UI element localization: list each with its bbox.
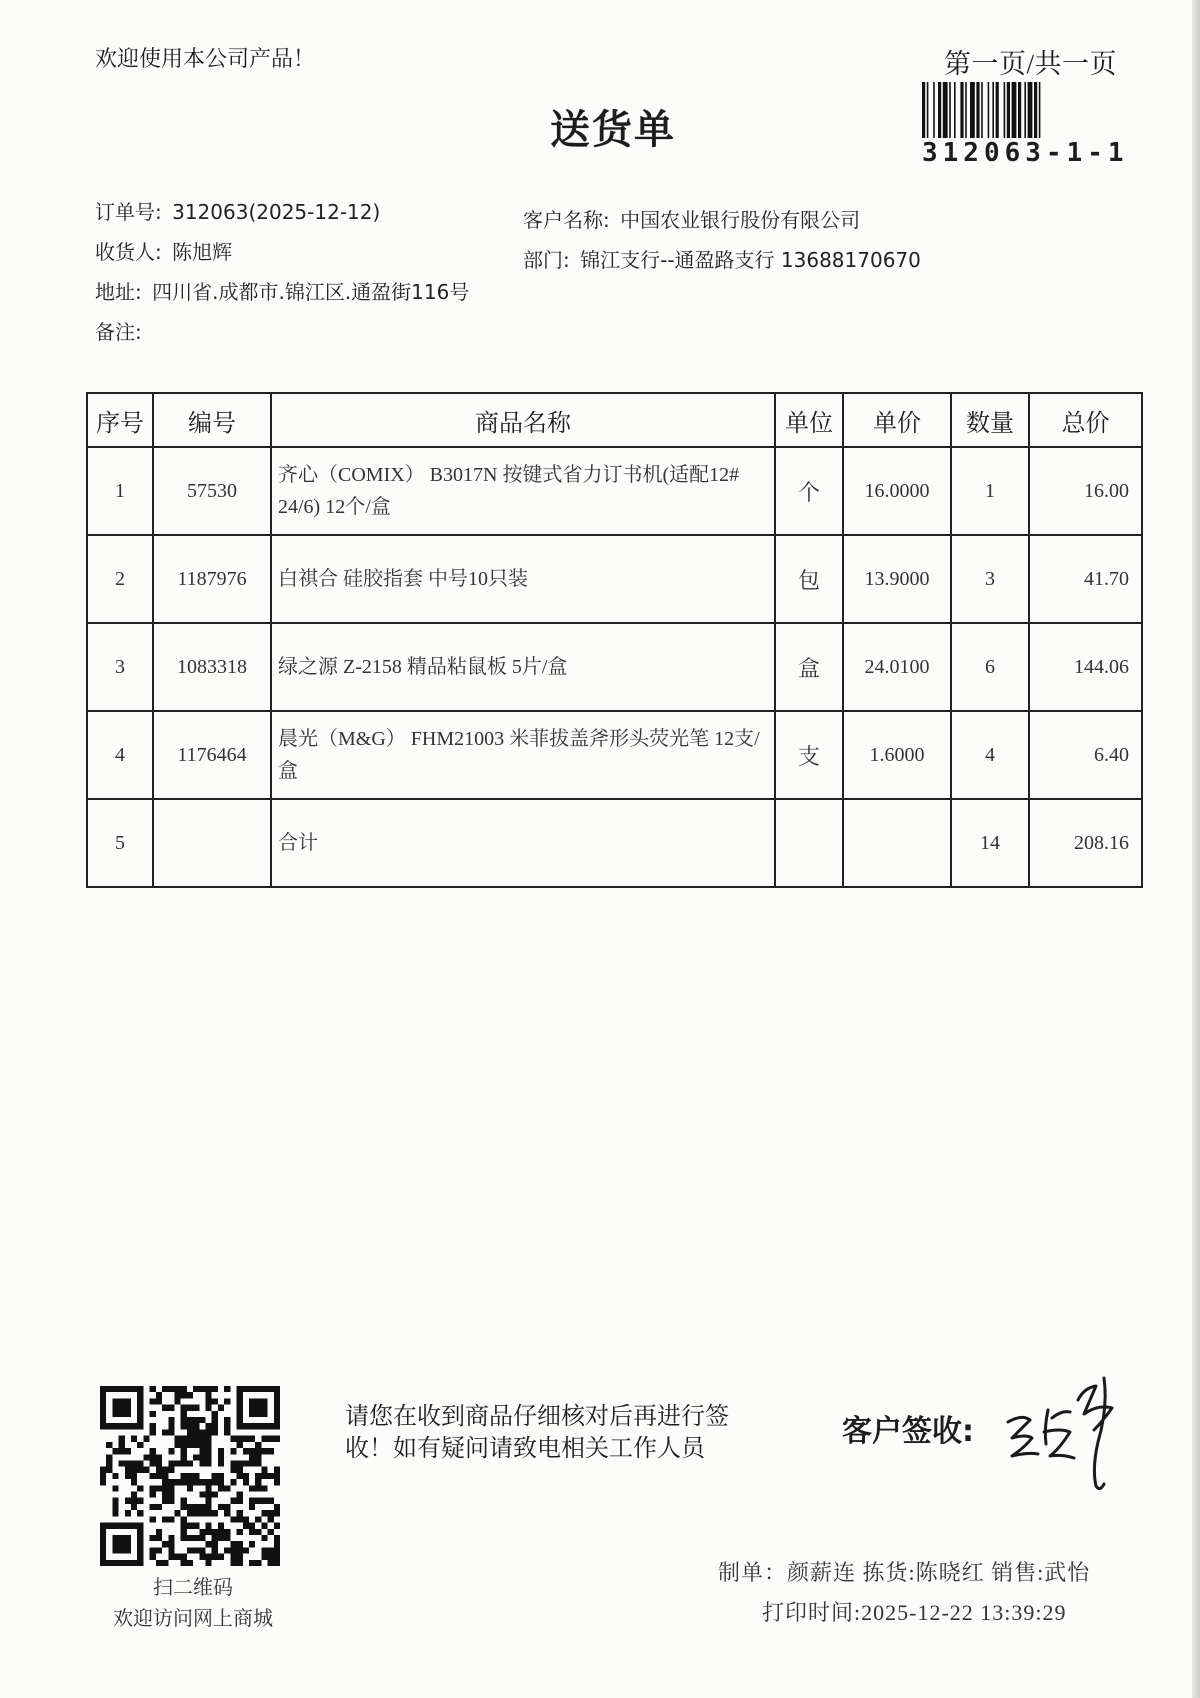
- order-number-value: 312063(2025-12-12): [172, 200, 381, 224]
- summary-quantity: 14: [951, 799, 1029, 887]
- welcome-text: 欢迎使用本公司产品！: [95, 47, 316, 72]
- row-code: 1187976: [153, 535, 271, 623]
- row-product-name: 绿之源 Z-2158 精品粘鼠板 5片/盒: [271, 623, 775, 711]
- header-unit-price: 单价: [843, 393, 951, 447]
- handwritten-signature: [1000, 1370, 1135, 1505]
- receiver-label: 收货人:: [95, 240, 162, 264]
- customer-name: [523, 204, 860, 233]
- summary-label: 合计: [271, 799, 775, 887]
- header-product-name: 商品名称: [271, 393, 775, 447]
- table-row: [87, 623, 1142, 711]
- row-total: 144.06: [1029, 623, 1142, 711]
- row-code: 1176464: [153, 711, 271, 799]
- summary-unit: [775, 799, 843, 887]
- summary-unit-price: [843, 799, 951, 887]
- qr-code-icon: [100, 1386, 280, 1566]
- row-quantity: 3: [951, 535, 1029, 623]
- row-total: 16.00: [1029, 447, 1142, 535]
- summary-code: [153, 799, 271, 887]
- receiver-value: 陈旭辉: [172, 240, 233, 264]
- header-total: 总价: [1029, 393, 1142, 447]
- department: [523, 244, 921, 273]
- order-number: [95, 196, 380, 225]
- row-code: 57530: [153, 447, 271, 535]
- page-indicator: 第一页/共一页: [944, 49, 1118, 79]
- table-row: [87, 711, 1142, 799]
- items-table: [86, 392, 1143, 888]
- header-code: 编号: [153, 393, 271, 447]
- row-product-name: 白祺合 硅胶指套 中号10只装: [271, 535, 775, 623]
- address-value: 四川省.成都市.锦江区.通盈街116号: [152, 280, 470, 304]
- remark-label: 备注:: [95, 320, 142, 344]
- barcode-number: 312063-1-1: [922, 138, 1129, 168]
- document-title: 送货单: [550, 107, 676, 153]
- customer-sign-label: 客户签收:: [842, 1414, 974, 1449]
- row-seq: 4: [87, 711, 153, 799]
- row-quantity: 4: [951, 711, 1029, 799]
- row-unit: 包: [775, 535, 843, 623]
- table-header-row: [87, 393, 1142, 447]
- order-number-label: 订单号:: [95, 200, 162, 224]
- barcode-icon: [920, 82, 1130, 138]
- row-code: 1083318: [153, 623, 271, 711]
- qr-caption-line2: 欢迎访问网上商城: [113, 1606, 273, 1630]
- customer-label: 客户名称:: [523, 208, 610, 232]
- row-total: 41.70: [1029, 535, 1142, 623]
- row-quantity: 6: [951, 623, 1029, 711]
- print-time: 打印时间:2025-12-22 13:39:29: [762, 1600, 1067, 1625]
- summary-row: [87, 799, 1142, 887]
- row-seq: 3: [87, 623, 153, 711]
- header-seq: 序号: [87, 393, 153, 447]
- header-quantity: 数量: [951, 393, 1029, 447]
- remark: [95, 316, 146, 345]
- paper-edge: [1192, 0, 1200, 1698]
- row-unit-price: 13.9000: [843, 535, 951, 623]
- summary-seq: 5: [87, 799, 153, 887]
- row-unit-price: 1.6000: [843, 711, 951, 799]
- row-seq: 2: [87, 535, 153, 623]
- receipt-notice: 请您在收到商品仔细核对后再进行签收！如有疑问请致电相关工作人员: [345, 1402, 729, 1462]
- row-unit-price: 16.0000: [843, 447, 951, 535]
- summary-total: 208.16: [1029, 799, 1142, 887]
- row-seq: 1: [87, 447, 153, 535]
- table-row: [87, 447, 1142, 535]
- row-quantity: 1: [951, 447, 1029, 535]
- department-value: 锦江支行--通盈路支行 13688170670: [580, 248, 921, 272]
- header-unit: 单位: [775, 393, 843, 447]
- qr-caption: [88, 1572, 298, 1634]
- row-unit: 个: [775, 447, 843, 535]
- department-label: 部门:: [523, 248, 570, 272]
- row-product-name: 晨光（M&G） FHM21003 米菲拔盖斧形头荧光笔 12支/盒: [271, 711, 775, 799]
- row-product-name: 齐心（COMIX） B3017N 按键式省力订书机(适配12# 24/6) 12个/盒: [271, 447, 775, 535]
- row-unit: 盒: [775, 623, 843, 711]
- receiver: [95, 236, 232, 265]
- row-unit: 支: [775, 711, 843, 799]
- row-unit-price: 24.0100: [843, 623, 951, 711]
- address: [95, 276, 469, 305]
- customer-value: 中国农业银行股份有限公司: [620, 208, 861, 232]
- row-total: 6.40: [1029, 711, 1142, 799]
- table-row: [87, 535, 1142, 623]
- qr-caption-line1: 扫二维码: [153, 1575, 233, 1599]
- staff-info: 制单：颜薪连 拣货:陈晓红 销售:武怡: [718, 1560, 1091, 1585]
- address-label: 地址:: [95, 280, 142, 304]
